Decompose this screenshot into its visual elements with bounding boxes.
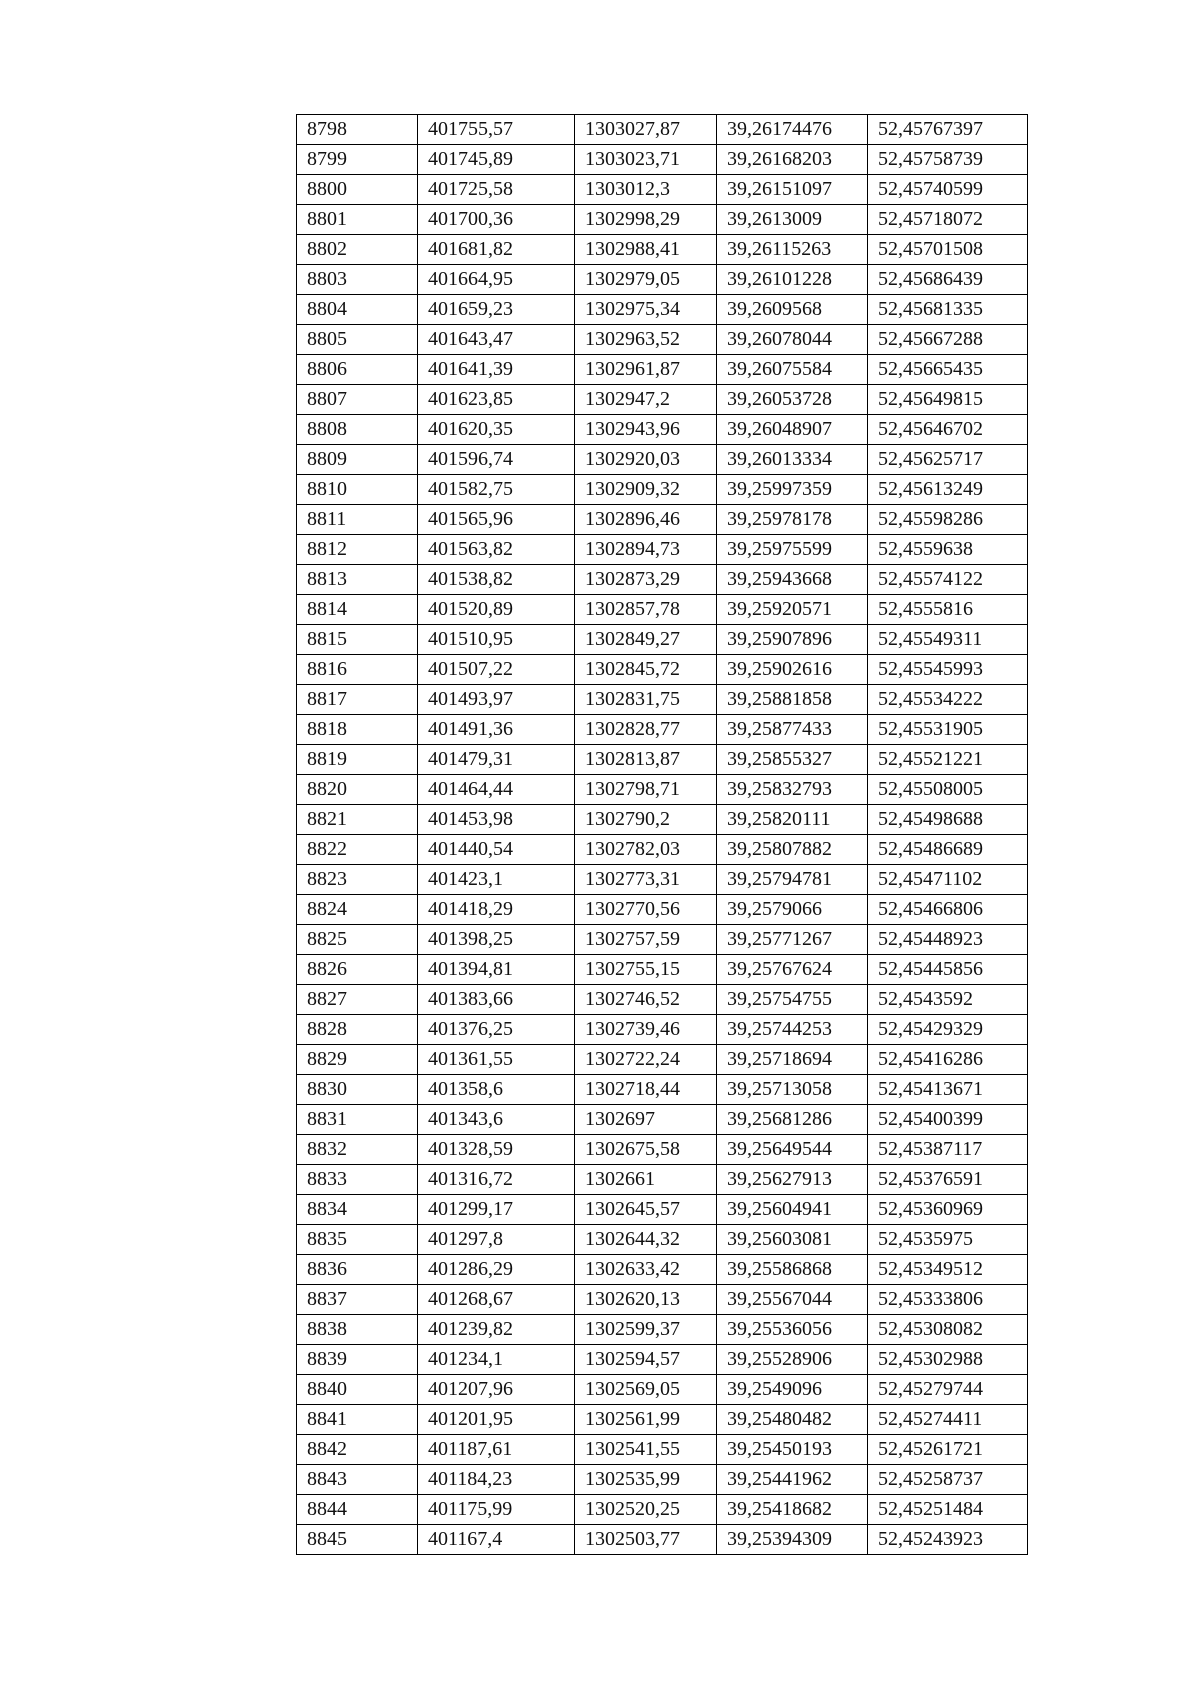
point-number-cell: 8811 <box>297 505 418 535</box>
x-coordinate-cell: 401596,74 <box>418 445 575 475</box>
point-number-cell: 8827 <box>297 985 418 1015</box>
y-coordinate-cell: 1302561,99 <box>575 1405 717 1435</box>
y-coordinate-cell: 1302645,57 <box>575 1195 717 1225</box>
point-number-cell: 8804 <box>297 295 418 325</box>
y-coordinate-cell: 1302828,77 <box>575 715 717 745</box>
point-number-cell: 8800 <box>297 175 418 205</box>
x-coordinate-cell: 401700,36 <box>418 205 575 235</box>
table-row <box>297 715 1028 745</box>
latitude-cell: 52,45667288 <box>868 325 1028 355</box>
y-coordinate-cell: 1302620,13 <box>575 1285 717 1315</box>
x-coordinate-cell: 401418,29 <box>418 895 575 925</box>
y-coordinate-cell: 1302873,29 <box>575 565 717 595</box>
y-coordinate-cell: 1302998,29 <box>575 205 717 235</box>
longitude-cell: 39,26101228 <box>717 265 868 295</box>
y-coordinate-cell: 1302988,41 <box>575 235 717 265</box>
latitude-cell: 52,45274411 <box>868 1405 1028 1435</box>
point-number-cell: 8821 <box>297 805 418 835</box>
table-row <box>297 985 1028 1015</box>
y-coordinate-cell: 1302633,42 <box>575 1255 717 1285</box>
latitude-cell: 52,45767397 <box>868 115 1028 145</box>
longitude-cell: 39,25567044 <box>717 1285 868 1315</box>
longitude-cell: 39,25604941 <box>717 1195 868 1225</box>
x-coordinate-cell: 401582,75 <box>418 475 575 505</box>
point-number-cell: 8837 <box>297 1285 418 1315</box>
table-row <box>297 115 1028 145</box>
point-number-cell: 8838 <box>297 1315 418 1345</box>
table-row <box>297 1405 1028 1435</box>
longitude-cell: 39,25907896 <box>717 625 868 655</box>
longitude-cell: 39,25586868 <box>717 1255 868 1285</box>
table-row <box>297 475 1028 505</box>
point-number-cell: 8826 <box>297 955 418 985</box>
x-coordinate-cell: 401299,17 <box>418 1195 575 1225</box>
x-coordinate-cell: 401343,6 <box>418 1105 575 1135</box>
latitude-cell: 52,45445856 <box>868 955 1028 985</box>
longitude-cell: 39,25943668 <box>717 565 868 595</box>
latitude-cell: 52,45429329 <box>868 1015 1028 1045</box>
point-number-cell: 8817 <box>297 685 418 715</box>
table-row <box>297 325 1028 355</box>
longitude-cell: 39,25681286 <box>717 1105 868 1135</box>
x-coordinate-cell: 401725,58 <box>418 175 575 205</box>
table-row <box>297 685 1028 715</box>
latitude-cell: 52,4535975 <box>868 1225 1028 1255</box>
latitude-cell: 52,45471102 <box>868 865 1028 895</box>
x-coordinate-cell: 401394,81 <box>418 955 575 985</box>
point-number-cell: 8820 <box>297 775 418 805</box>
point-number-cell: 8819 <box>297 745 418 775</box>
point-number-cell: 8818 <box>297 715 418 745</box>
longitude-cell: 39,25450193 <box>717 1435 868 1465</box>
x-coordinate-cell: 401664,95 <box>418 265 575 295</box>
longitude-cell: 39,25603081 <box>717 1225 868 1255</box>
x-coordinate-cell: 401398,25 <box>418 925 575 955</box>
x-coordinate-cell: 401491,36 <box>418 715 575 745</box>
y-coordinate-cell: 1302599,37 <box>575 1315 717 1345</box>
table-row <box>297 835 1028 865</box>
longitude-cell: 39,26053728 <box>717 385 868 415</box>
latitude-cell: 52,45279744 <box>868 1375 1028 1405</box>
x-coordinate-cell: 401167,4 <box>418 1525 575 1555</box>
point-number-cell: 8832 <box>297 1135 418 1165</box>
x-coordinate-cell: 401376,25 <box>418 1015 575 1045</box>
longitude-cell: 39,26075584 <box>717 355 868 385</box>
x-coordinate-cell: 401175,99 <box>418 1495 575 1525</box>
y-coordinate-cell: 1302963,52 <box>575 325 717 355</box>
longitude-cell: 39,25997359 <box>717 475 868 505</box>
x-coordinate-cell: 401623,85 <box>418 385 575 415</box>
latitude-cell: 52,45349512 <box>868 1255 1028 1285</box>
y-coordinate-cell: 1302644,32 <box>575 1225 717 1255</box>
x-coordinate-cell: 401493,97 <box>418 685 575 715</box>
x-coordinate-cell: 401659,23 <box>418 295 575 325</box>
point-number-cell: 8806 <box>297 355 418 385</box>
latitude-cell: 52,45718072 <box>868 205 1028 235</box>
longitude-cell: 39,25832793 <box>717 775 868 805</box>
longitude-cell: 39,25794781 <box>717 865 868 895</box>
latitude-cell: 52,45646702 <box>868 415 1028 445</box>
latitude-cell: 52,45416286 <box>868 1045 1028 1075</box>
longitude-cell: 39,25418682 <box>717 1495 868 1525</box>
y-coordinate-cell: 1302831,75 <box>575 685 717 715</box>
table-row <box>297 235 1028 265</box>
longitude-cell: 39,25820111 <box>717 805 868 835</box>
table-row <box>297 925 1028 955</box>
longitude-cell: 39,25771267 <box>717 925 868 955</box>
x-coordinate-cell: 401328,59 <box>418 1135 575 1165</box>
x-coordinate-cell: 401745,89 <box>418 145 575 175</box>
table-row <box>297 1135 1028 1165</box>
point-number-cell: 8815 <box>297 625 418 655</box>
latitude-cell: 52,45302988 <box>868 1345 1028 1375</box>
x-coordinate-cell: 401641,39 <box>418 355 575 385</box>
latitude-cell: 52,45649815 <box>868 385 1028 415</box>
x-coordinate-cell: 401239,82 <box>418 1315 575 1345</box>
y-coordinate-cell: 1302757,59 <box>575 925 717 955</box>
longitude-cell: 39,25536056 <box>717 1315 868 1345</box>
table-row <box>297 145 1028 175</box>
latitude-cell: 52,45243923 <box>868 1525 1028 1555</box>
x-coordinate-cell: 401643,47 <box>418 325 575 355</box>
x-coordinate-cell: 401620,35 <box>418 415 575 445</box>
table-row <box>297 445 1028 475</box>
latitude-cell: 52,45376591 <box>868 1165 1028 1195</box>
x-coordinate-cell: 401563,82 <box>418 535 575 565</box>
table-row <box>297 1465 1028 1495</box>
latitude-cell: 52,45258737 <box>868 1465 1028 1495</box>
longitude-cell: 39,25528906 <box>717 1345 868 1375</box>
y-coordinate-cell: 1302896,46 <box>575 505 717 535</box>
longitude-cell: 39,25767624 <box>717 955 868 985</box>
point-number-cell: 8829 <box>297 1045 418 1075</box>
latitude-cell: 52,45308082 <box>868 1315 1028 1345</box>
latitude-cell: 52,45598286 <box>868 505 1028 535</box>
y-coordinate-cell: 1302961,87 <box>575 355 717 385</box>
y-coordinate-cell: 1302782,03 <box>575 835 717 865</box>
longitude-cell: 39,25975599 <box>717 535 868 565</box>
point-number-cell: 8807 <box>297 385 418 415</box>
point-number-cell: 8845 <box>297 1525 418 1555</box>
point-number-cell: 8843 <box>297 1465 418 1495</box>
latitude-cell: 52,45387117 <box>868 1135 1028 1165</box>
y-coordinate-cell: 1302661 <box>575 1165 717 1195</box>
table-row <box>297 535 1028 565</box>
longitude-cell: 39,25807882 <box>717 835 868 865</box>
point-number-cell: 8839 <box>297 1345 418 1375</box>
x-coordinate-cell: 401358,6 <box>418 1075 575 1105</box>
longitude-cell: 39,25627913 <box>717 1165 868 1195</box>
y-coordinate-cell: 1302569,05 <box>575 1375 717 1405</box>
point-number-cell: 8798 <box>297 115 418 145</box>
latitude-cell: 52,45333806 <box>868 1285 1028 1315</box>
longitude-cell: 39,26013334 <box>717 445 868 475</box>
longitude-cell: 39,25713058 <box>717 1075 868 1105</box>
longitude-cell: 39,26174476 <box>717 115 868 145</box>
table-row <box>297 415 1028 445</box>
x-coordinate-cell: 401453,98 <box>418 805 575 835</box>
x-coordinate-cell: 401520,89 <box>418 595 575 625</box>
point-number-cell: 8814 <box>297 595 418 625</box>
x-coordinate-cell: 401297,8 <box>418 1225 575 1255</box>
latitude-cell: 52,45261721 <box>868 1435 1028 1465</box>
table-row <box>297 1165 1028 1195</box>
latitude-cell: 52,45686439 <box>868 265 1028 295</box>
latitude-cell: 52,4559638 <box>868 535 1028 565</box>
x-coordinate-cell: 401755,57 <box>418 115 575 145</box>
latitude-cell: 52,45498688 <box>868 805 1028 835</box>
x-coordinate-cell: 401286,29 <box>418 1255 575 1285</box>
x-coordinate-cell: 401681,82 <box>418 235 575 265</box>
x-coordinate-cell: 401479,31 <box>418 745 575 775</box>
longitude-cell: 39,25480482 <box>717 1405 868 1435</box>
table-row <box>297 1195 1028 1225</box>
table-row <box>297 1375 1028 1405</box>
longitude-cell: 39,25441962 <box>717 1465 868 1495</box>
longitude-cell: 39,25744253 <box>717 1015 868 1045</box>
table-row <box>297 355 1028 385</box>
point-number-cell: 8799 <box>297 145 418 175</box>
y-coordinate-cell: 1302541,55 <box>575 1435 717 1465</box>
point-number-cell: 8823 <box>297 865 418 895</box>
y-coordinate-cell: 1302798,71 <box>575 775 717 805</box>
x-coordinate-cell: 401440,54 <box>418 835 575 865</box>
table-row <box>297 1075 1028 1105</box>
latitude-cell: 52,45251484 <box>868 1495 1028 1525</box>
latitude-cell: 52,45625717 <box>868 445 1028 475</box>
longitude-cell: 39,25881858 <box>717 685 868 715</box>
point-number-cell: 8816 <box>297 655 418 685</box>
y-coordinate-cell: 1302845,72 <box>575 655 717 685</box>
latitude-cell: 52,45701508 <box>868 235 1028 265</box>
longitude-cell: 39,26115263 <box>717 235 868 265</box>
table-row <box>297 175 1028 205</box>
y-coordinate-cell: 1302909,32 <box>575 475 717 505</box>
point-number-cell: 8834 <box>297 1195 418 1225</box>
longitude-cell: 39,2579066 <box>717 895 868 925</box>
point-number-cell: 8813 <box>297 565 418 595</box>
table-row <box>297 1015 1028 1045</box>
table-row <box>297 745 1028 775</box>
table-row <box>297 385 1028 415</box>
longitude-cell: 39,25920571 <box>717 595 868 625</box>
x-coordinate-cell: 401464,44 <box>418 775 575 805</box>
x-coordinate-cell: 401538,82 <box>418 565 575 595</box>
x-coordinate-cell: 401507,22 <box>418 655 575 685</box>
table-row <box>297 1315 1028 1345</box>
x-coordinate-cell: 401184,23 <box>418 1465 575 1495</box>
longitude-cell: 39,2549096 <box>717 1375 868 1405</box>
table-row <box>297 1105 1028 1135</box>
y-coordinate-cell: 1302849,27 <box>575 625 717 655</box>
x-coordinate-cell: 401316,72 <box>418 1165 575 1195</box>
latitude-cell: 52,45521221 <box>868 745 1028 775</box>
latitude-cell: 52,45574122 <box>868 565 1028 595</box>
latitude-cell: 52,4543592 <box>868 985 1028 1015</box>
longitude-cell: 39,26151097 <box>717 175 868 205</box>
point-number-cell: 8828 <box>297 1015 418 1045</box>
y-coordinate-cell: 1303027,87 <box>575 115 717 145</box>
y-coordinate-cell: 1302535,99 <box>575 1465 717 1495</box>
y-coordinate-cell: 1302894,73 <box>575 535 717 565</box>
x-coordinate-cell: 401201,95 <box>418 1405 575 1435</box>
latitude-cell: 52,45758739 <box>868 145 1028 175</box>
table-row <box>297 565 1028 595</box>
point-number-cell: 8809 <box>297 445 418 475</box>
latitude-cell: 52,45681335 <box>868 295 1028 325</box>
point-number-cell: 8812 <box>297 535 418 565</box>
y-coordinate-cell: 1302503,77 <box>575 1525 717 1555</box>
x-coordinate-cell: 401268,67 <box>418 1285 575 1315</box>
x-coordinate-cell: 401234,1 <box>418 1345 575 1375</box>
longitude-cell: 39,25649544 <box>717 1135 868 1165</box>
longitude-cell: 39,26048907 <box>717 415 868 445</box>
point-number-cell: 8824 <box>297 895 418 925</box>
longitude-cell: 39,26168203 <box>717 145 868 175</box>
table-row <box>297 775 1028 805</box>
table-row <box>297 895 1028 925</box>
y-coordinate-cell: 1302739,46 <box>575 1015 717 1045</box>
point-number-cell: 8833 <box>297 1165 418 1195</box>
latitude-cell: 52,45740599 <box>868 175 1028 205</box>
latitude-cell: 52,45534222 <box>868 685 1028 715</box>
longitude-cell: 39,26078044 <box>717 325 868 355</box>
y-coordinate-cell: 1302975,34 <box>575 295 717 325</box>
table-row <box>297 1045 1028 1075</box>
x-coordinate-cell: 401361,55 <box>418 1045 575 1075</box>
point-number-cell: 8842 <box>297 1435 418 1465</box>
table-row <box>297 1225 1028 1255</box>
latitude-cell: 52,45545993 <box>868 655 1028 685</box>
longitude-cell: 39,25718694 <box>717 1045 868 1075</box>
point-number-cell: 8835 <box>297 1225 418 1255</box>
y-coordinate-cell: 1302697 <box>575 1105 717 1135</box>
table-row <box>297 295 1028 325</box>
latitude-cell: 52,45466806 <box>868 895 1028 925</box>
y-coordinate-cell: 1303012,3 <box>575 175 717 205</box>
longitude-cell: 39,25855327 <box>717 745 868 775</box>
point-number-cell: 8822 <box>297 835 418 865</box>
x-coordinate-cell: 401207,96 <box>418 1375 575 1405</box>
table-row <box>297 1285 1028 1315</box>
table-row <box>297 205 1028 235</box>
point-number-cell: 8802 <box>297 235 418 265</box>
y-coordinate-cell: 1302755,15 <box>575 955 717 985</box>
table-row <box>297 1525 1028 1555</box>
table-row <box>297 595 1028 625</box>
y-coordinate-cell: 1303023,71 <box>575 145 717 175</box>
table-row <box>297 1495 1028 1525</box>
table-row <box>297 1435 1028 1465</box>
latitude-cell: 52,4555816 <box>868 595 1028 625</box>
point-number-cell: 8805 <box>297 325 418 355</box>
longitude-cell: 39,2609568 <box>717 295 868 325</box>
point-number-cell: 8803 <box>297 265 418 295</box>
coordinates-table <box>296 114 1028 1555</box>
latitude-cell: 52,45665435 <box>868 355 1028 385</box>
table-row <box>297 865 1028 895</box>
longitude-cell: 39,25754755 <box>717 985 868 1015</box>
x-coordinate-cell: 401510,95 <box>418 625 575 655</box>
x-coordinate-cell: 401187,61 <box>418 1435 575 1465</box>
latitude-cell: 52,45400399 <box>868 1105 1028 1135</box>
point-number-cell: 8801 <box>297 205 418 235</box>
table-row <box>297 1345 1028 1375</box>
latitude-cell: 52,45360969 <box>868 1195 1028 1225</box>
point-number-cell: 8836 <box>297 1255 418 1285</box>
table-row <box>297 655 1028 685</box>
y-coordinate-cell: 1302718,44 <box>575 1075 717 1105</box>
longitude-cell: 39,25394309 <box>717 1525 868 1555</box>
y-coordinate-cell: 1302920,03 <box>575 445 717 475</box>
latitude-cell: 52,45613249 <box>868 475 1028 505</box>
latitude-cell: 52,45486689 <box>868 835 1028 865</box>
point-number-cell: 8830 <box>297 1075 418 1105</box>
latitude-cell: 52,45531905 <box>868 715 1028 745</box>
y-coordinate-cell: 1302722,24 <box>575 1045 717 1075</box>
y-coordinate-cell: 1302746,52 <box>575 985 717 1015</box>
point-number-cell: 8810 <box>297 475 418 505</box>
y-coordinate-cell: 1302594,57 <box>575 1345 717 1375</box>
x-coordinate-cell: 401423,1 <box>418 865 575 895</box>
latitude-cell: 52,45448923 <box>868 925 1028 955</box>
y-coordinate-cell: 1302790,2 <box>575 805 717 835</box>
latitude-cell: 52,45508005 <box>868 775 1028 805</box>
longitude-cell: 39,2613009 <box>717 205 868 235</box>
x-coordinate-cell: 401565,96 <box>418 505 575 535</box>
y-coordinate-cell: 1302520,25 <box>575 1495 717 1525</box>
y-coordinate-cell: 1302773,31 <box>575 865 717 895</box>
table-row <box>297 1255 1028 1285</box>
y-coordinate-cell: 1302857,78 <box>575 595 717 625</box>
table-row <box>297 505 1028 535</box>
point-number-cell: 8825 <box>297 925 418 955</box>
y-coordinate-cell: 1302943,96 <box>575 415 717 445</box>
longitude-cell: 39,25877433 <box>717 715 868 745</box>
longitude-cell: 39,25902616 <box>717 655 868 685</box>
table-row <box>297 805 1028 835</box>
y-coordinate-cell: 1302813,87 <box>575 745 717 775</box>
point-number-cell: 8831 <box>297 1105 418 1135</box>
y-coordinate-cell: 1302675,58 <box>575 1135 717 1165</box>
point-number-cell: 8808 <box>297 415 418 445</box>
table-row <box>297 955 1028 985</box>
x-coordinate-cell: 401383,66 <box>418 985 575 1015</box>
coordinates-table-body <box>297 115 1028 1555</box>
latitude-cell: 52,45549311 <box>868 625 1028 655</box>
y-coordinate-cell: 1302947,2 <box>575 385 717 415</box>
longitude-cell: 39,25978178 <box>717 505 868 535</box>
point-number-cell: 8841 <box>297 1405 418 1435</box>
y-coordinate-cell: 1302979,05 <box>575 265 717 295</box>
table-row <box>297 625 1028 655</box>
table-row <box>297 265 1028 295</box>
latitude-cell: 52,45413671 <box>868 1075 1028 1105</box>
y-coordinate-cell: 1302770,56 <box>575 895 717 925</box>
point-number-cell: 8844 <box>297 1495 418 1525</box>
point-number-cell: 8840 <box>297 1375 418 1405</box>
